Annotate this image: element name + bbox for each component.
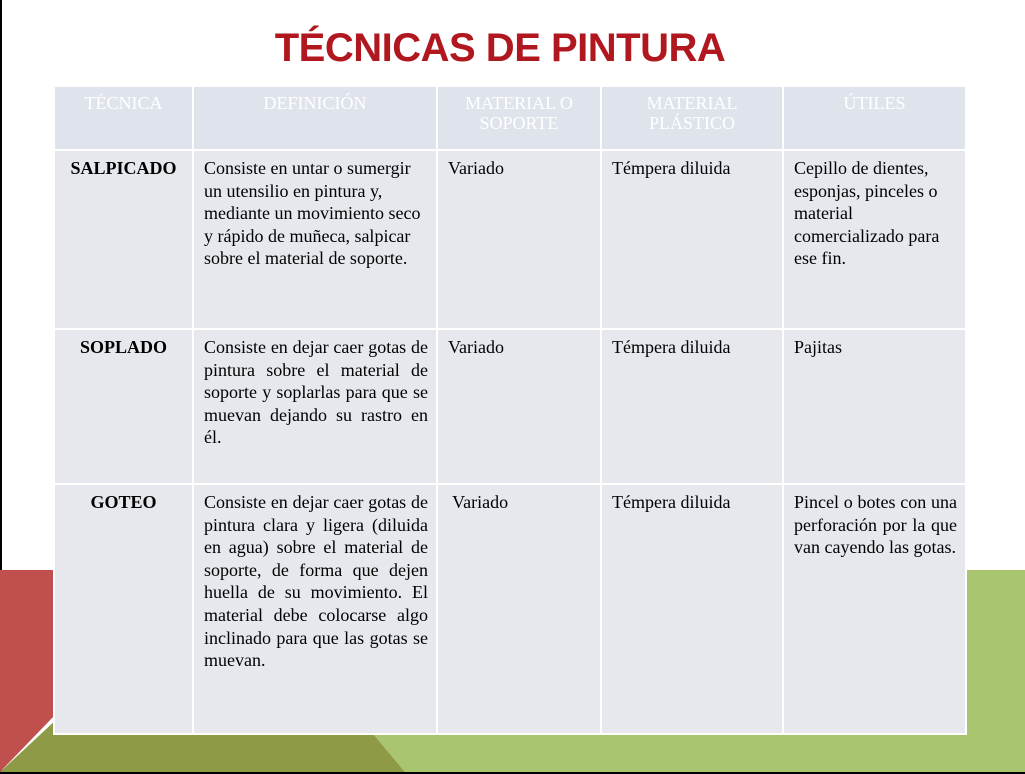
header-definicion: DEFINICIÓN [193, 86, 437, 150]
cell-soporte: Variado [437, 329, 601, 484]
cell-tecnica: GOTEO [54, 484, 193, 734]
table-row [54, 329, 966, 484]
slide-title: TÉCNICAS DE PINTURA [274, 26, 726, 70]
cell-tecnica: SALPICADO [54, 150, 193, 329]
cell-utiles: Pincel o botes con una perforación por la que van cayendo las gotas. [783, 484, 966, 734]
header-utiles: ÚTILES [783, 86, 966, 150]
cell-definicion: Consiste en untar o sumergir un utensilio en pintura y, mediante un movimiento seco y rápido de muñeca, salpicar sobre el material de soporte. [193, 150, 437, 329]
cell-plastico: Témpera diluida [601, 484, 783, 734]
cell-soporte: Variado [437, 150, 601, 329]
cell-plastico: Témpera diluida [601, 329, 783, 484]
cell-plastico: Témpera diluida [601, 150, 783, 329]
table-header-row [54, 86, 966, 150]
techniques-table [53, 85, 967, 735]
cell-definicion: Consiste en dejar caer gotas de pintura sobre el material de soporte y soplarlas para que se muevan dejando su rastro en él. [193, 329, 437, 484]
cell-utiles: Cepillo de dientes, esponjas, pinceles o material comercializado para ese fin. [783, 150, 966, 329]
header-material-soporte: MATERIAL O SOPORTE [437, 86, 601, 150]
cell-definicion: Consiste en dejar caer gotas de pintura clara y ligera (diluida en agua) sobre el material de soporte, de forma que dejen huella de su movimiento. El material debe colocarse algo inclinado para que las gotas se muevan. [193, 484, 437, 734]
cell-soporte: Variado [437, 484, 601, 734]
cell-utiles: Pajitas [783, 329, 966, 484]
header-material-plastico: MATERIAL PLÁSTICO [601, 86, 783, 150]
header-tecnica: TÉCNICA [54, 86, 193, 150]
table-row [54, 150, 966, 329]
cell-tecnica: SOPLADO [54, 329, 193, 484]
table-row [54, 484, 966, 734]
